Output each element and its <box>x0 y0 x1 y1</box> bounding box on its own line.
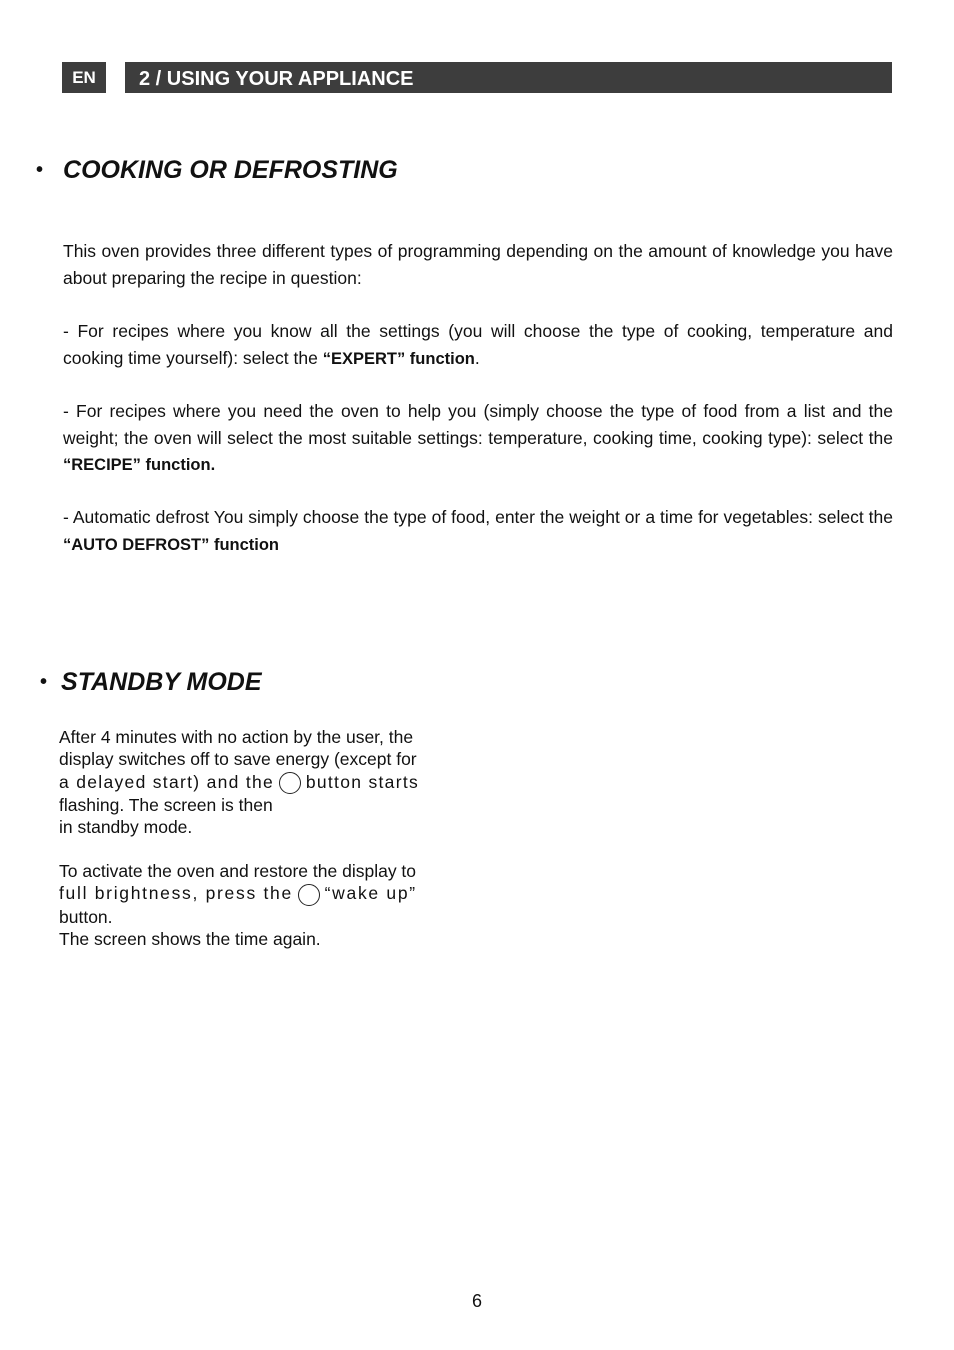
standby-paragraph-2 <box>59 860 453 950</box>
standby-heading <box>40 668 262 697</box>
page-number: 6 <box>471 1291 482 1311</box>
recipe-paragraph <box>63 398 893 479</box>
standby-p2-text: full brightness, press the <box>59 883 293 904</box>
expert-paragraph <box>63 318 893 372</box>
standby-bullet: • <box>40 671 48 693</box>
standby-p1-text: button starts <box>305 771 420 792</box>
expert-text: - For recipes where you know all the settings (you will choose the type of cooking, temperature and cooking time yourself): select the <box>63 321 893 368</box>
standby-p1-line: in standby mode. <box>59 817 193 838</box>
cooking-bullet: • <box>36 159 44 181</box>
standby-p1-line: After 4 minutes with no action by the user, the <box>59 727 414 747</box>
section-header: 2 / USING YOUR APPLIANCE <box>125 62 892 93</box>
defrost-function-label: “AUTO DEFROST” function <box>63 535 280 554</box>
circle-button-icon <box>298 884 320 906</box>
defrost-text: - Automatic defrost You simply choose the type of food, enter the weight or a time for vegetables: select the <box>63 507 893 527</box>
standby-p2-line: To activate the oven and restore the display to <box>59 861 417 881</box>
standby-p1-line: flashing. The screen is then <box>59 794 273 815</box>
standby-p2-line <box>59 882 453 905</box>
standby-p1-line: display switches off to save energy (except for <box>59 749 417 770</box>
expert-function-label: “EXPERT” function <box>322 349 475 368</box>
recipe-function-label: “RECIPE” function. <box>63 456 216 474</box>
expert-end: . <box>474 347 480 368</box>
standby-p2-line: button. <box>59 906 113 927</box>
defrost-paragraph <box>63 504 893 558</box>
standby-p1-line <box>59 771 453 794</box>
standby-p1-text: a delayed start) and the <box>59 771 275 792</box>
cooking-heading <box>36 156 398 185</box>
standby-p2-line: The screen shows the time again. <box>59 928 321 949</box>
cooking-intro: This oven provides three different types of programming depending on the amount of knowledge you have about preparing the recipe in question: <box>63 241 893 288</box>
standby-title: STANDBY MODE <box>61 668 262 696</box>
standby-paragraph-1 <box>59 726 453 839</box>
recipe-text: - For recipes where you need the oven to help you (simply choose the type of food from a list and the weight; the oven will select the most suitable settings: temperature, cooking time, cooking type): select the <box>63 401 893 448</box>
circle-button-icon <box>279 772 301 794</box>
standby-p2-text: “wake up” <box>324 883 417 904</box>
cooking-title: COOKING OR DEFROSTING <box>63 156 398 184</box>
language-badge: EN <box>62 62 106 93</box>
